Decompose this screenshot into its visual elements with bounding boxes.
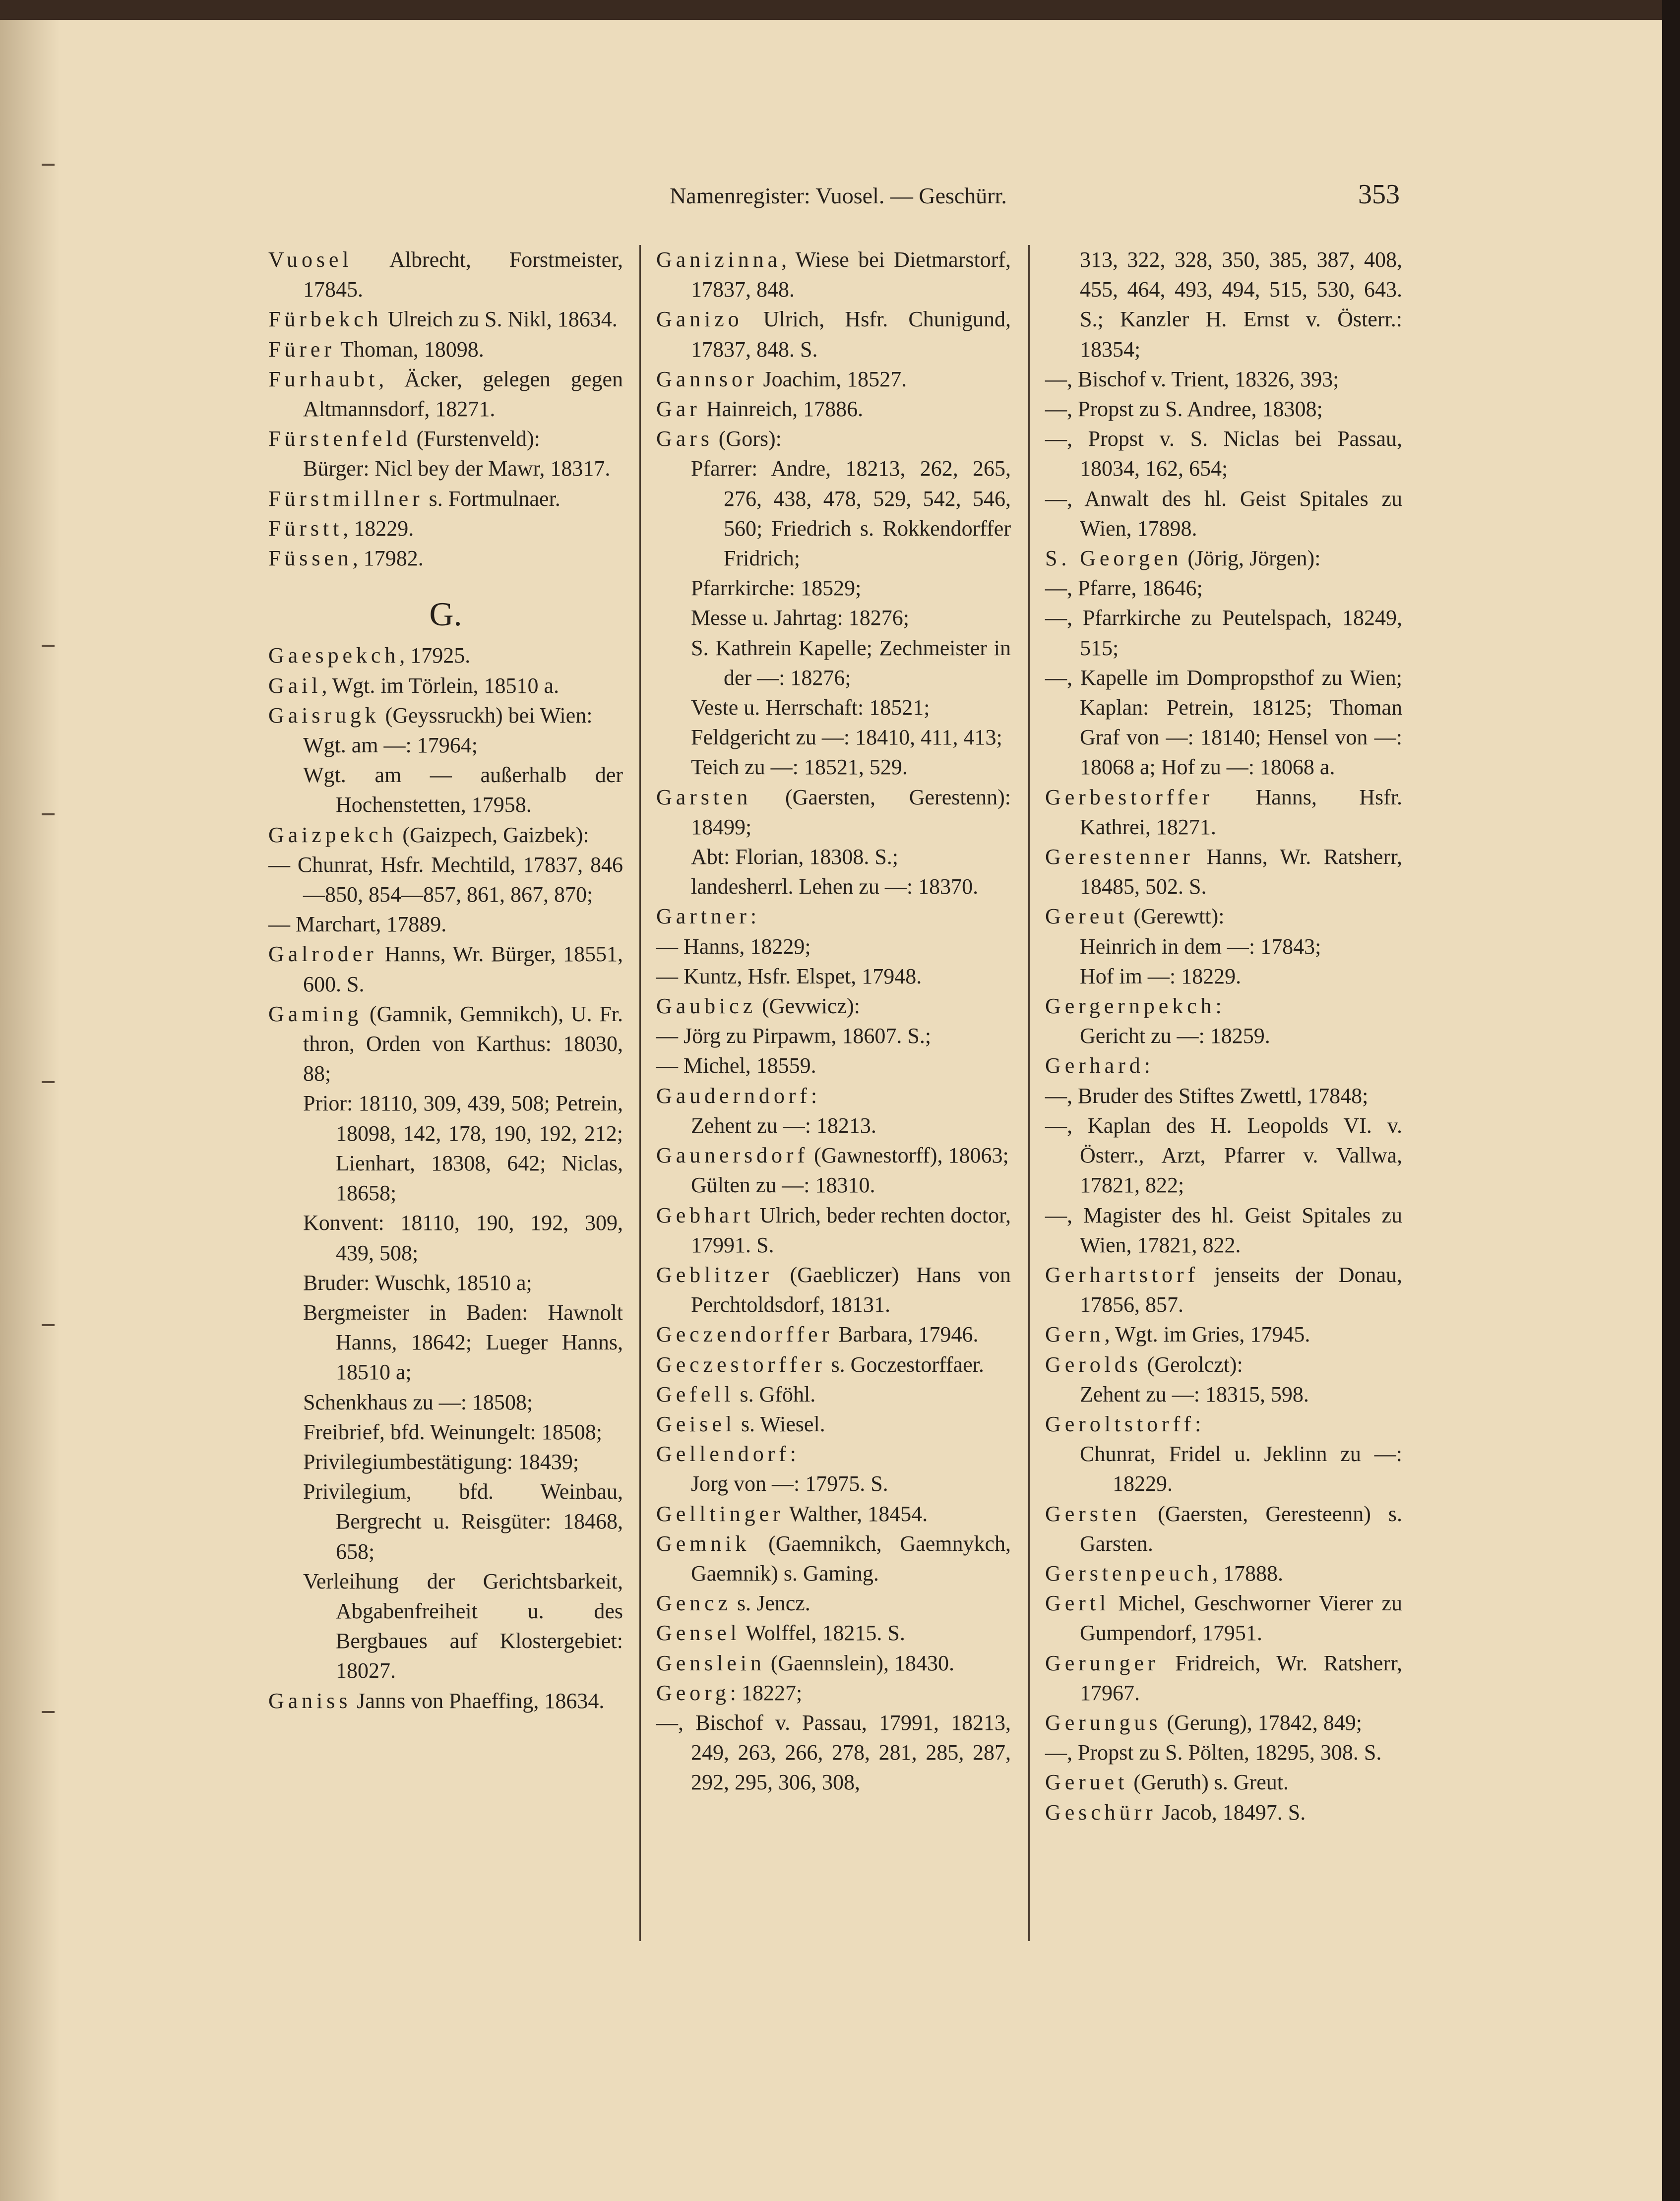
entry-headword: Georg	[656, 1680, 730, 1705]
entry-text: (Gevwicz):	[756, 994, 860, 1019]
entry-subentries	[268, 454, 623, 484]
index-entry	[656, 1260, 1011, 1320]
entry-subentries	[656, 1111, 1011, 1141]
subentry: Veste u. Herrschaft: 18521;	[691, 695, 930, 720]
entry-text: 313, 322, 328, 350, 385, 387, 408, 455, 464, 493, 494, 515, 530, 643. S.; Kanzler H. Ernst v. Österr.: 18354;	[1080, 247, 1402, 362]
entry-headword: Gerbestorffer	[1045, 785, 1214, 809]
entry-text: s. Fortmulnaer.	[423, 486, 560, 511]
entry-headword: Ganizinna	[656, 247, 782, 272]
entry-text: :	[1194, 1411, 1201, 1436]
subentry: Privilegiumbestätigung: 18439;	[303, 1449, 579, 1474]
entry-headword: Gaming	[268, 1001, 363, 1026]
entry-text: , 17925.	[399, 643, 471, 668]
entry-headword: Gersten	[1045, 1501, 1141, 1526]
entry-headword: Gaisrugk	[268, 703, 380, 728]
entry-headword: Furhaubt	[268, 367, 379, 391]
entry-subentries	[268, 731, 623, 820]
index-entry	[1045, 573, 1402, 603]
entry-text: Michel, Geschworner Vierer zu Gumpendorf, 17951.	[1080, 1591, 1402, 1646]
index-entry	[268, 641, 623, 671]
index-entry	[1045, 1409, 1402, 1439]
index-entry	[268, 245, 623, 305]
index-entry	[656, 245, 1011, 305]
entry-headword: Gauderndorf	[656, 1083, 811, 1108]
index-column-1	[268, 245, 623, 1716]
subentry: Bergmeister in Baden: Hawnolt Hanns, 18642; Lueger Hanns, 18510 a;	[303, 1300, 623, 1385]
index-entry	[1045, 1589, 1402, 1648]
entry-text: Hanns, Wr. Ratsherr, 18485, 502. S.	[1080, 845, 1402, 899]
index-entry	[268, 305, 623, 334]
entry-text: (Gaersten, Gerestenn): 18499;	[691, 785, 1011, 839]
index-entry	[656, 991, 1011, 1021]
entry-headword: Gaunersdorf	[656, 1143, 809, 1168]
index-entry	[656, 902, 1011, 931]
entry-text: —, Anwalt des hl. Geist Spitales zu Wien, 17898.	[1045, 486, 1402, 541]
entry-headword: Gebhart	[656, 1203, 754, 1227]
index-entry	[1045, 1649, 1402, 1708]
entry-headword: Ganizo	[656, 307, 743, 332]
subentry: Zehent zu —: 18213.	[691, 1113, 876, 1138]
entry-text: —, Propst zu S. Andree, 18308;	[1045, 397, 1323, 422]
index-entry	[656, 1678, 1011, 1708]
index-entry	[656, 394, 1011, 424]
index-entry	[268, 335, 623, 365]
index-entry	[1045, 1559, 1402, 1589]
entry-text: (Geruth) s. Greut.	[1128, 1770, 1289, 1795]
entry-text: (Gaemnikch, Gaemnykch, Gaemnik) s. Gaming.	[691, 1531, 1011, 1586]
index-entry	[268, 701, 623, 731]
entry-text: — Chunrat, Hsfr. Mechtild, 17837, 846—850, 854—857, 861, 867, 870;	[268, 852, 623, 907]
entry-text: s. Jencz.	[731, 1591, 810, 1616]
entry-headword: Gensel	[656, 1621, 741, 1646]
index-entry	[656, 1051, 1011, 1081]
entry-text: Albrecht, Forstmeister, 17845.	[303, 247, 623, 302]
entry-text: — Michel, 18559.	[656, 1053, 816, 1078]
subentry: Feldgericht zu —: 18410, 411, 413;	[691, 725, 1002, 750]
entry-headword: Geczendorffer	[656, 1322, 833, 1347]
index-entry	[1045, 1798, 1402, 1828]
index-entry	[268, 514, 623, 544]
entry-text: (Furstenveld):	[411, 427, 540, 451]
index-entry	[656, 1649, 1011, 1678]
entry-text: (Gaebliczer) Hans von Perchtoldsdorf, 18131.	[691, 1262, 1011, 1317]
entry-text: :	[790, 1442, 797, 1467]
index-entry	[656, 1409, 1011, 1439]
entry-headword: Füssen	[268, 546, 353, 571]
entry-text: —, Pfarre, 18646;	[1045, 576, 1203, 601]
entry-headword: Gergernpekch	[1045, 994, 1216, 1019]
entry-text: Hanns, Hsfr. Kathrei, 18271.	[1080, 785, 1402, 839]
entry-headword: Gannsor	[656, 367, 758, 391]
index-entry	[268, 365, 623, 424]
entry-text: —, Propst zu S. Pölten, 18295, 308. S.	[1045, 1740, 1382, 1765]
entry-text: Joachim, 18527.	[757, 367, 907, 391]
entry-headword: Gemnik	[656, 1531, 750, 1556]
scan-top-border	[0, 0, 1680, 20]
entry-text: —, Bischof v. Trient, 18326, 393;	[1045, 367, 1339, 391]
index-entry	[268, 850, 623, 910]
entry-headword: Gerhartstorf	[1045, 1262, 1199, 1287]
subentry: Schenkhaus zu —: 18508;	[303, 1390, 533, 1414]
entry-text: (Gors):	[713, 427, 782, 451]
margin-mark	[42, 645, 55, 647]
section-letter: G.	[429, 595, 462, 633]
entry-text: (Gaennslein), 18430.	[765, 1651, 955, 1675]
entry-headword: Geruet	[1045, 1770, 1128, 1795]
subentry: Wgt. am —: 17964;	[303, 733, 478, 758]
entry-text: , 18229.	[343, 516, 414, 541]
entry-text: , Äcker, gelegen gegen Altmannsdorf, 18271.	[303, 367, 623, 422]
index-entry	[656, 1320, 1011, 1349]
entry-headword: Gencz	[656, 1591, 732, 1616]
subentry: Jorg von —: 17975. S.	[691, 1471, 888, 1496]
subentry: Heinrich in dem —: 17843;	[1080, 934, 1321, 959]
entry-text: , Wgt. im Gries, 17945.	[1104, 1322, 1310, 1347]
subentry: Freibrief, bfd. Weinungelt: 18508;	[303, 1419, 602, 1444]
index-entry	[1045, 484, 1402, 544]
entry-headword: Geczestorffer	[656, 1352, 826, 1377]
entry-text: Janns von Phaeffing, 18634.	[351, 1688, 605, 1713]
index-entry	[268, 671, 623, 701]
index-entry	[268, 820, 623, 850]
subentry: Zehent zu —: 18315, 598.	[1080, 1382, 1309, 1406]
entry-text: —, Bischof v. Passau, 17991, 18213, 249, 263, 266, 278, 281, 285, 287, 292, 295, 306, 308,	[656, 1710, 1011, 1795]
index-entry	[268, 544, 623, 573]
entry-text: :	[1144, 1053, 1150, 1078]
entry-text: (Gerewtt):	[1128, 904, 1225, 929]
subentry: Bürger: Nicl bey der Mawr, 18317.	[303, 456, 611, 481]
index-entry	[656, 1380, 1011, 1409]
running-header: Namenregister: Vuosel. — Geschürr.	[670, 183, 1007, 208]
entry-text: —, Kaplan des H. Leopolds VI. v. Österr., Arzt, Pfarrer v. Vallwa, 17821, 822;	[1045, 1113, 1402, 1198]
subentry: Konvent: 18110, 190, 192, 309, 439, 508;	[303, 1211, 623, 1265]
index-entry	[268, 424, 623, 454]
index-entry	[656, 932, 1011, 962]
index-entry	[1045, 1081, 1402, 1111]
index-entry	[656, 424, 1011, 454]
entry-headword: Gerungus	[1045, 1710, 1162, 1735]
entry-text: Hainreich, 17886.	[700, 397, 864, 422]
entry-text: , 17888.	[1212, 1561, 1283, 1586]
subentry: Privilegium, bfd. Weinbau, Bergrecht u. Reisgüter: 18468, 658;	[303, 1479, 623, 1564]
entry-text: s. Gföhl.	[734, 1382, 816, 1406]
index-entry	[656, 305, 1011, 364]
margin-mark	[42, 1711, 55, 1713]
entry-text: :	[750, 904, 757, 929]
subentry: Hof im —: 18229.	[1080, 964, 1242, 988]
index-entry	[1045, 1051, 1402, 1081]
entry-text: :	[1215, 994, 1222, 1019]
index-entry	[268, 999, 623, 1089]
subentry: Wgt. am — außerhalb der Hochenstetten, 17958.	[303, 763, 623, 817]
index-entry	[1045, 902, 1402, 931]
entry-text: —, Propst v. S. Niclas bei Passau, 18034, 162, 654;	[1045, 427, 1402, 481]
index-entry	[1045, 1768, 1402, 1797]
entry-subentries	[268, 1089, 623, 1686]
entry-headword: Gerolds	[1045, 1352, 1142, 1377]
entry-headword: Geschürr	[1045, 1800, 1157, 1825]
entry-headword: Fürstt	[268, 516, 343, 541]
entry-text: Wolffel, 18215. S.	[740, 1621, 905, 1646]
index-entry	[656, 1618, 1011, 1648]
entry-text: Ulrich, Hsfr. Chunigund, 17837, 848. S.	[691, 307, 1011, 362]
subentry: Chunrat, Fridel u. Jeklinn zu —: 18229.	[1080, 1442, 1402, 1496]
entry-headword: Gartner	[656, 904, 750, 929]
entry-headword: S. Georgen	[1045, 546, 1182, 571]
index-column-3	[1045, 245, 1402, 1828]
index-entry	[656, 365, 1011, 394]
subentry: Gülten zu —: 18310.	[691, 1173, 875, 1198]
index-entry	[656, 1201, 1011, 1260]
entry-headword: Fürstmillner	[268, 486, 424, 511]
entry-text: s. Goczestorffaer.	[825, 1352, 984, 1377]
entry-headword: Gerunger	[1045, 1651, 1159, 1675]
entry-text: (Gaizpech, Gaizbek):	[397, 822, 589, 847]
subentry: Abt: Florian, 18308. S.;	[691, 845, 899, 869]
entry-text: Ulrich, beder rechten doctor, 17991. S.	[691, 1203, 1011, 1257]
entry-headword: Vuosel	[268, 247, 353, 272]
index-entry	[1045, 783, 1402, 842]
entry-text: —, Pfarrkirche zu Peutelspach, 18249, 515;	[1045, 606, 1402, 660]
index-entry	[656, 783, 1011, 842]
index-entry	[1045, 1738, 1402, 1768]
index-entry	[1045, 424, 1402, 484]
entry-text: , Wiese bei Dietmarstorf, 17837, 848.	[691, 247, 1011, 302]
index-entry	[656, 1141, 1011, 1170]
margin-mark	[42, 164, 55, 166]
entry-headword: Garsten	[656, 785, 752, 809]
entry-subentries	[1045, 932, 1402, 991]
entry-headword: Galroder	[268, 942, 377, 967]
entry-text: Ulreich zu S. Nikl, 18634.	[382, 307, 618, 332]
index-entry	[1045, 544, 1402, 573]
entry-text: : 18227;	[730, 1680, 803, 1705]
entry-text: Walther, 18454.	[784, 1501, 928, 1526]
index-entry	[1045, 394, 1402, 424]
entry-headword: Gerhard	[1045, 1053, 1144, 1078]
subentry: Verleihung der Gerichtsbarkeit, Abgabenfreiheit u. des Bergbaues auf Klostergebiet: 18027.	[303, 1569, 623, 1683]
page-number: 353	[1358, 179, 1400, 210]
entry-text: Thoman, 18098.	[335, 337, 484, 362]
subentry: Teich zu —: 18521, 529.	[691, 755, 908, 780]
margin-mark	[42, 1081, 55, 1083]
entry-text: Barbara, 17946.	[833, 1322, 979, 1347]
entry-headword: Gars	[656, 427, 713, 451]
page-gutter-shade	[0, 20, 60, 2201]
entry-subentries	[1045, 1021, 1402, 1051]
subentry: Gericht zu —: 18259.	[1080, 1024, 1270, 1048]
entry-text: (Gawnestorff), 18063;	[809, 1143, 1009, 1168]
index-entry	[656, 1708, 1011, 1798]
entry-headword: Geblitzer	[656, 1262, 773, 1287]
entry-subentries	[1045, 1380, 1402, 1409]
entry-subentries	[656, 842, 1011, 902]
entry-subentries	[656, 454, 1011, 782]
index-entry	[1045, 1320, 1402, 1349]
entry-text: (Gerolczt):	[1141, 1352, 1243, 1377]
index-entry	[1045, 365, 1402, 394]
entry-text: —, Kapelle im Dompropsthof zu Wien; Kaplan: Petrein, 18125; Thoman Graf von —: 18140; Hensel von —: 18068 a; Hof zu —: 18068 a.	[1045, 665, 1402, 780]
entry-headword: Genslein	[656, 1651, 765, 1675]
subentry: landesherrl. Lehen zu —: 18370.	[691, 874, 979, 899]
index-entry	[1045, 1708, 1402, 1738]
index-entry	[656, 1529, 1011, 1589]
margin-mark	[42, 1324, 55, 1326]
entry-text: (Gerung), 17842, 849;	[1161, 1710, 1362, 1735]
entry-subentries	[1045, 1439, 1402, 1499]
entry-headword: Gerstenpeuch	[1045, 1561, 1212, 1586]
entry-headword: Gereut	[1045, 904, 1128, 929]
index-entry	[1045, 1111, 1402, 1201]
index-entry	[1045, 1260, 1402, 1320]
index-entry	[656, 1589, 1011, 1618]
entry-text: (Jörig, Jörgen):	[1182, 546, 1321, 571]
entry-headword: Geroltstorff	[1045, 1411, 1195, 1436]
entry-headword: Gaespekch	[268, 643, 400, 668]
column-rule	[1028, 245, 1030, 1941]
index-entry	[1045, 842, 1402, 902]
index-entry	[1045, 245, 1402, 365]
subentry: Pfarrkirche: 18529;	[691, 576, 862, 601]
index-entry	[1045, 1350, 1402, 1380]
entry-text: — Marchart, 17889.	[268, 912, 447, 937]
entry-headword: Fürer	[268, 337, 335, 362]
margin-mark	[42, 813, 55, 815]
index-entry	[656, 1499, 1011, 1529]
subentry: Messe u. Jahrtag: 18276;	[691, 606, 909, 630]
index-entry	[656, 1021, 1011, 1051]
entry-text: (Geyssruckh) bei Wien:	[379, 703, 593, 728]
index-entry	[656, 962, 1011, 991]
entry-headword: Gaizpekch	[268, 822, 397, 847]
entry-text: — Jörg zu Pirpawm, 18607. S.;	[656, 1024, 932, 1048]
index-entry	[1045, 1201, 1402, 1260]
index-entry	[268, 484, 623, 514]
entry-headword: Ganiss	[268, 1688, 352, 1713]
entry-headword: Gerestenner	[1045, 845, 1194, 869]
entry-headword: Gelltinger	[656, 1501, 784, 1526]
index-entry	[268, 939, 623, 999]
entry-headword: Gar	[656, 397, 701, 422]
entry-text: (Gamnik, Gemnikch), U. Fr. thron, Orden von Karthus: 18030, 88;	[303, 1001, 623, 1086]
entry-text: jenseits der Donau, 17856, 857.	[1080, 1262, 1402, 1317]
index-entry	[656, 1439, 1011, 1469]
entry-headword: Gern	[1045, 1322, 1105, 1347]
index-entry	[1045, 1499, 1402, 1559]
entry-text: Fridreich, Wr. Ratsherr, 17967.	[1080, 1651, 1402, 1705]
column-rule	[639, 245, 641, 1941]
index-entry	[656, 1350, 1011, 1380]
entry-text: s. Wiesel.	[735, 1411, 825, 1436]
entry-headword: Gefell	[656, 1382, 735, 1406]
index-entry	[1045, 603, 1402, 663]
entry-text: , Wgt. im Törlein, 18510 a.	[321, 673, 560, 698]
entry-headword: Fürstenfeld	[268, 427, 411, 451]
index-entry	[268, 1686, 623, 1716]
entry-text: (Gaersten, Geresteenn) s. Garsten.	[1080, 1501, 1402, 1556]
entry-text: — Hanns, 18229;	[656, 934, 811, 959]
entry-text: —, Magister des hl. Geist Spitales zu Wien, 17821, 822.	[1045, 1203, 1402, 1257]
index-column-2	[656, 245, 1011, 1798]
entry-text: Hanns, Wr. Bürger, 18551, 600. S.	[303, 942, 623, 996]
entry-headword: Gellendorf	[656, 1442, 790, 1467]
index-entry	[1045, 663, 1402, 783]
entry-headword: Fürbekch	[268, 307, 382, 332]
entry-headword: Geisel	[656, 1411, 736, 1436]
entry-text: —, Bruder des Stiftes Zwettl, 17848;	[1045, 1083, 1369, 1108]
subentry: Bruder: Wuschk, 18510 a;	[303, 1270, 532, 1295]
entry-subentries	[656, 1469, 1011, 1499]
entry-subentries	[656, 1170, 1011, 1200]
entry-headword: Gaubicz	[656, 994, 757, 1019]
index-entry	[656, 1081, 1011, 1111]
entry-text: — Kuntz, Hsfr. Elspet, 17948.	[656, 964, 922, 988]
subentry: S. Kathrein Kapelle; Zechmeister in der —: 18276;	[691, 635, 1011, 690]
entry-headword: Gertl	[1045, 1591, 1110, 1616]
subentry: Prior: 18110, 309, 439, 508; Petrein, 18098, 142, 178, 190, 192, 212; Lienhart, 18308, 642; Niclas, 18658;	[303, 1091, 623, 1206]
scan-right-border	[1662, 0, 1680, 2201]
entry-text: , 17982.	[352, 546, 424, 571]
index-entry	[268, 910, 623, 939]
entry-headword: Gail	[268, 673, 322, 698]
entry-text: Jacob, 18497. S.	[1156, 1800, 1306, 1825]
index-entry	[1045, 991, 1402, 1021]
entry-text: :	[810, 1083, 817, 1108]
subentry: Pfarrer: Andre, 18213, 262, 265, 276, 438, 478, 529, 542, 546, 560; Friedrich s. Rokkendorffer Fridrich;	[691, 456, 1011, 571]
